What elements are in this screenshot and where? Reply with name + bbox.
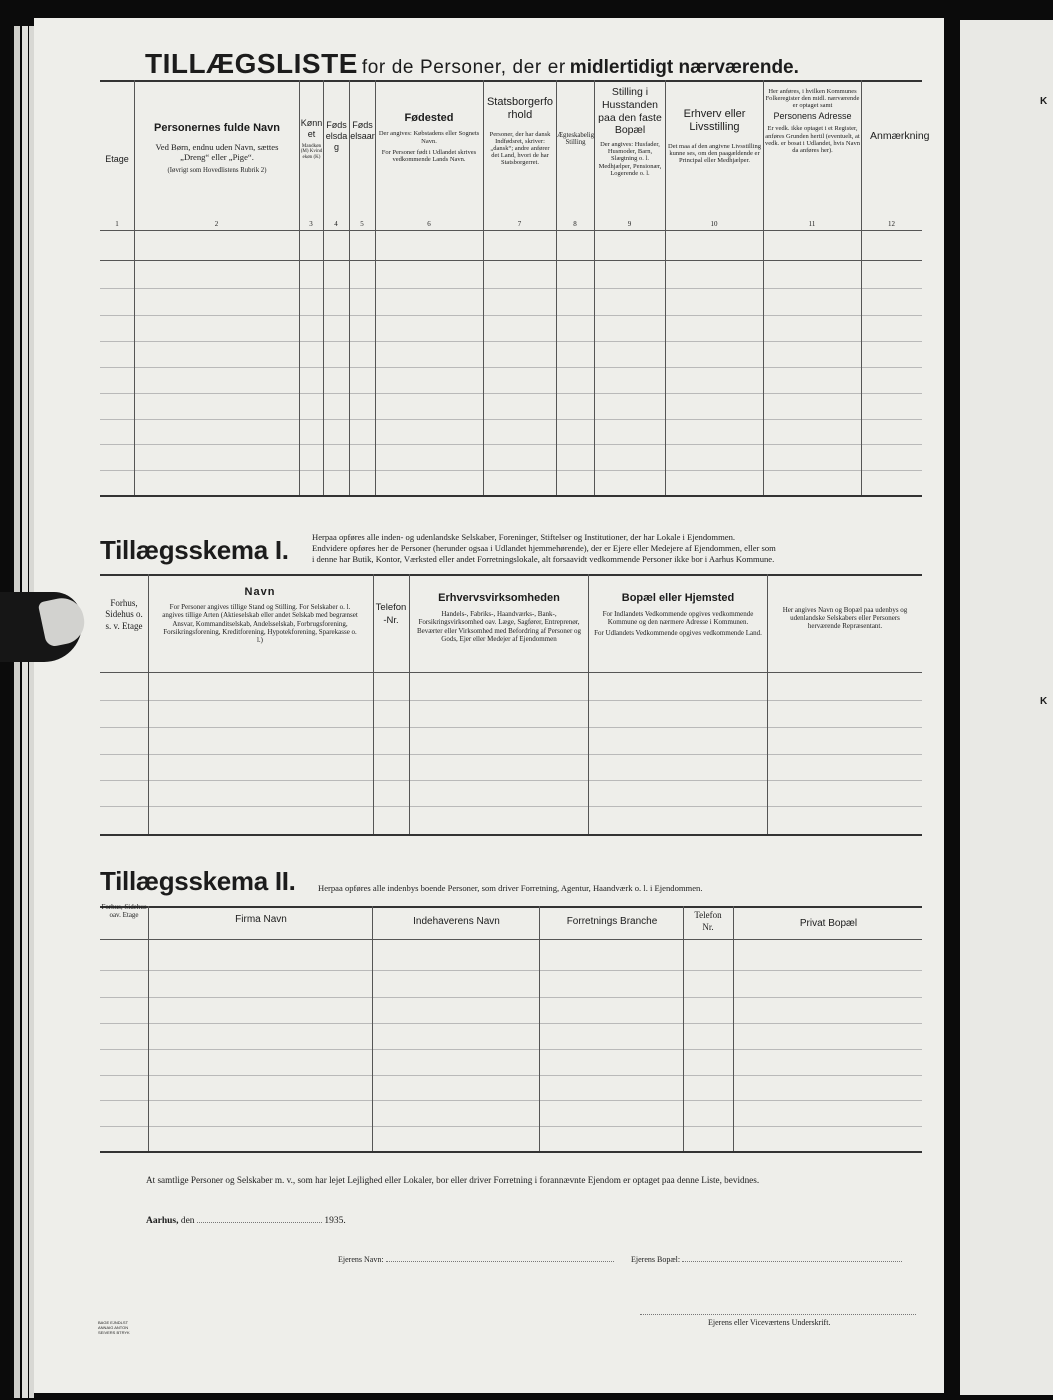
owner-name-line xyxy=(338,1255,614,1264)
col-remarks-header: Anmærkning xyxy=(870,130,930,142)
col-occupation-header: Erhverv eller Livsstilling Det maa af den angivne Livsstilling kunne ses, om den paagældende er Principal eller Medhjælper. xyxy=(668,108,761,165)
col-number: 10 xyxy=(710,220,718,228)
footer-statement: At samtlige Personer og Selskaber m. v., som har lejet Lejlighed eller Lokaler, bor eller driver Forretning i forannævnte Ejendom er optaget paa denne Liste, bevidnes. xyxy=(146,1175,760,1185)
adjacent-page-letter: K xyxy=(1040,696,1048,707)
col-marital-header: Ægteskabelig Stilling xyxy=(557,132,594,147)
date-line xyxy=(146,1216,346,1226)
year: 1935. xyxy=(324,1216,346,1226)
date-field[interactable] xyxy=(197,1222,322,1223)
skema1-col-erhverv: Erhvervsvirksomheden Handels-, Fabriks-, Haandværks-, Bank-, Forsikringsvirksomhed oav. Læge, Sagfører, Entreprenør, Beværter eller Virksomhed med Befordring af Personer og Gods, Ejer eller Medejer af Ejendommen xyxy=(416,592,582,643)
col-number: 7 xyxy=(517,220,522,228)
den-label: den xyxy=(180,1216,195,1226)
skema1-title: Tillægsskema I. xyxy=(100,535,289,565)
col-household-header: Stilling i Husstanden paa den faste Bopæl Der angives: Husfader, Husmoder, Barn, Slægtning o. l. Medhjælper, Pensionær, Logerende o. l. xyxy=(598,86,662,177)
col-number: 4 xyxy=(334,220,338,228)
skema2-col-bopael: Privat Bopæl xyxy=(799,918,858,929)
col-number: 9 xyxy=(627,220,632,228)
page-edge xyxy=(14,26,20,1398)
skema1-description: Herpaa opføres alle inden- og udenlandske Selskaber, Foreninger, Stiftelser og Institutioner, der har Lokale i Ejendommen. Endvidere opføres her de Personer (herunder ogsaa i Udlandet hjemmehørende), der er Ejere eller Medejere af Ejendommen, eller som i denne har Butik, Kontor, Værksted eller andet Forretningslokale, alt forsaavidt vedkommende Personer ikke bor i Aarhus Kommune. xyxy=(312,532,776,565)
col-citizenship-header: Statsborgerforhold Personer, der har dansk Indfødsret, skriver: „dansk“; andre anfører det Land, hvori de har Statsborgerret. xyxy=(486,96,554,167)
printer-mark: BAGE EJNDLST ANNAIG ANTON SEIVERS BTRYK xyxy=(98,1320,130,1336)
owner-address-label: Ejerens Bopæl: xyxy=(631,1255,681,1264)
owner-name-field[interactable] xyxy=(386,1261,614,1262)
adjacent-page xyxy=(960,20,1053,1395)
skema2-description: Herpaa opføres alle indenbys boende Personer, som driver Forretning, Agentur, Haandværk o. l. i Ejendommen. xyxy=(318,883,703,893)
city: Aarhus, xyxy=(146,1216,179,1226)
col-number: 8 xyxy=(573,220,577,228)
skema2-col-telefon: Telefon Nr. xyxy=(694,910,722,932)
skema2-col-firma: Firma Navn xyxy=(235,914,287,925)
page-title xyxy=(145,48,799,80)
col-number: 1 xyxy=(115,220,119,228)
skema1-col-navn: Navn For Personer angives tillige Stand og Stilling. For Selskaber o. l. angives tillige Arten (Aktieselskab eller andet Selskab med begrænset Ansvar, Kommanditselskab, Andelsselskab, Forbrugsforening, Forsikringsforening, Kreditforening, Hypotekforening, Sparekasse o. l.) xyxy=(162,586,358,644)
col-birthyear-header: Fødselsaar xyxy=(350,120,375,141)
col-number: 12 xyxy=(888,220,895,228)
skema1-col-telefon: Telefon-Nr. xyxy=(375,602,407,626)
col-address-header: Her anføres, i hvilken Kommunes Folkeregister den midl. nærværende er optaget samt Personens Adresse Er vedk. ikke optaget i et Register, anføres Grunden hertil (eventuelt, at vedk. er bosat i Udlandet, hvis Navn da anføres her). xyxy=(765,88,860,154)
title-sub: for de Personer, der er xyxy=(361,57,566,78)
owner-name-label: Ejerens Navn: xyxy=(338,1255,384,1264)
skema2-col-branche: Forretnings Branche xyxy=(566,916,658,927)
skema2-col-etage: Forhus, Sidehus oav. Etage xyxy=(101,903,147,920)
col-number: 5 xyxy=(360,220,364,228)
col-etage-header: Etage xyxy=(105,154,129,164)
col-birthplace-header: Fødested Der angives: Købstadens eller Sognets Navn. For Personer født i Udlandet skrives vedkommende Lands Navn. xyxy=(378,112,480,163)
skema2-title: Tillægsskema II. xyxy=(100,866,296,896)
title-main: TILLÆGSLISTE xyxy=(145,48,358,79)
col-number: 11 xyxy=(808,220,816,228)
title-bold: midlertidigt nærværende. xyxy=(569,57,799,78)
adjacent-page-letter: K xyxy=(1040,96,1048,107)
owner-address-line xyxy=(631,1255,902,1264)
page-edge xyxy=(22,26,28,1398)
col-number: 3 xyxy=(309,220,313,228)
col-gender-header: Kønnet Mandkøn (M) Kvindekøn (K) xyxy=(300,118,323,160)
skema2-col-indehaver: Indehaverens Navn xyxy=(413,916,500,927)
col-number: 2 xyxy=(214,220,219,228)
col-number: 6 xyxy=(427,220,431,228)
skema1-col-representant: Her angives Navn og Bopæl paa udenbys og udenlandske Selskabers eller Personers herværende Repræsentant. xyxy=(782,606,908,631)
owner-address-field[interactable] xyxy=(682,1261,902,1262)
col-name-header: Personernes fulde Navn Ved Børn, endnu uden Navn, sættes „Dreng“ eller „Pige“. (Iøvrigt som Hovedlistens Rubrik 2) xyxy=(154,122,280,175)
col-birthday-header: Fødselsdag xyxy=(325,120,348,152)
skema1-col-etage: Forhus, Sidehus o. s. v. Etage xyxy=(105,598,143,631)
skema1-col-bopael: Bopæl eller Hjemsted For Indlandets Vedkommende opgives vedkommende Kommune og den nærmere Adresse i Kommunen. For Udlandets Vedkommende opgives vedkommende Land. xyxy=(594,592,762,637)
signature-label: Ejerens eller Viceværtens Underskrift. xyxy=(708,1318,831,1327)
